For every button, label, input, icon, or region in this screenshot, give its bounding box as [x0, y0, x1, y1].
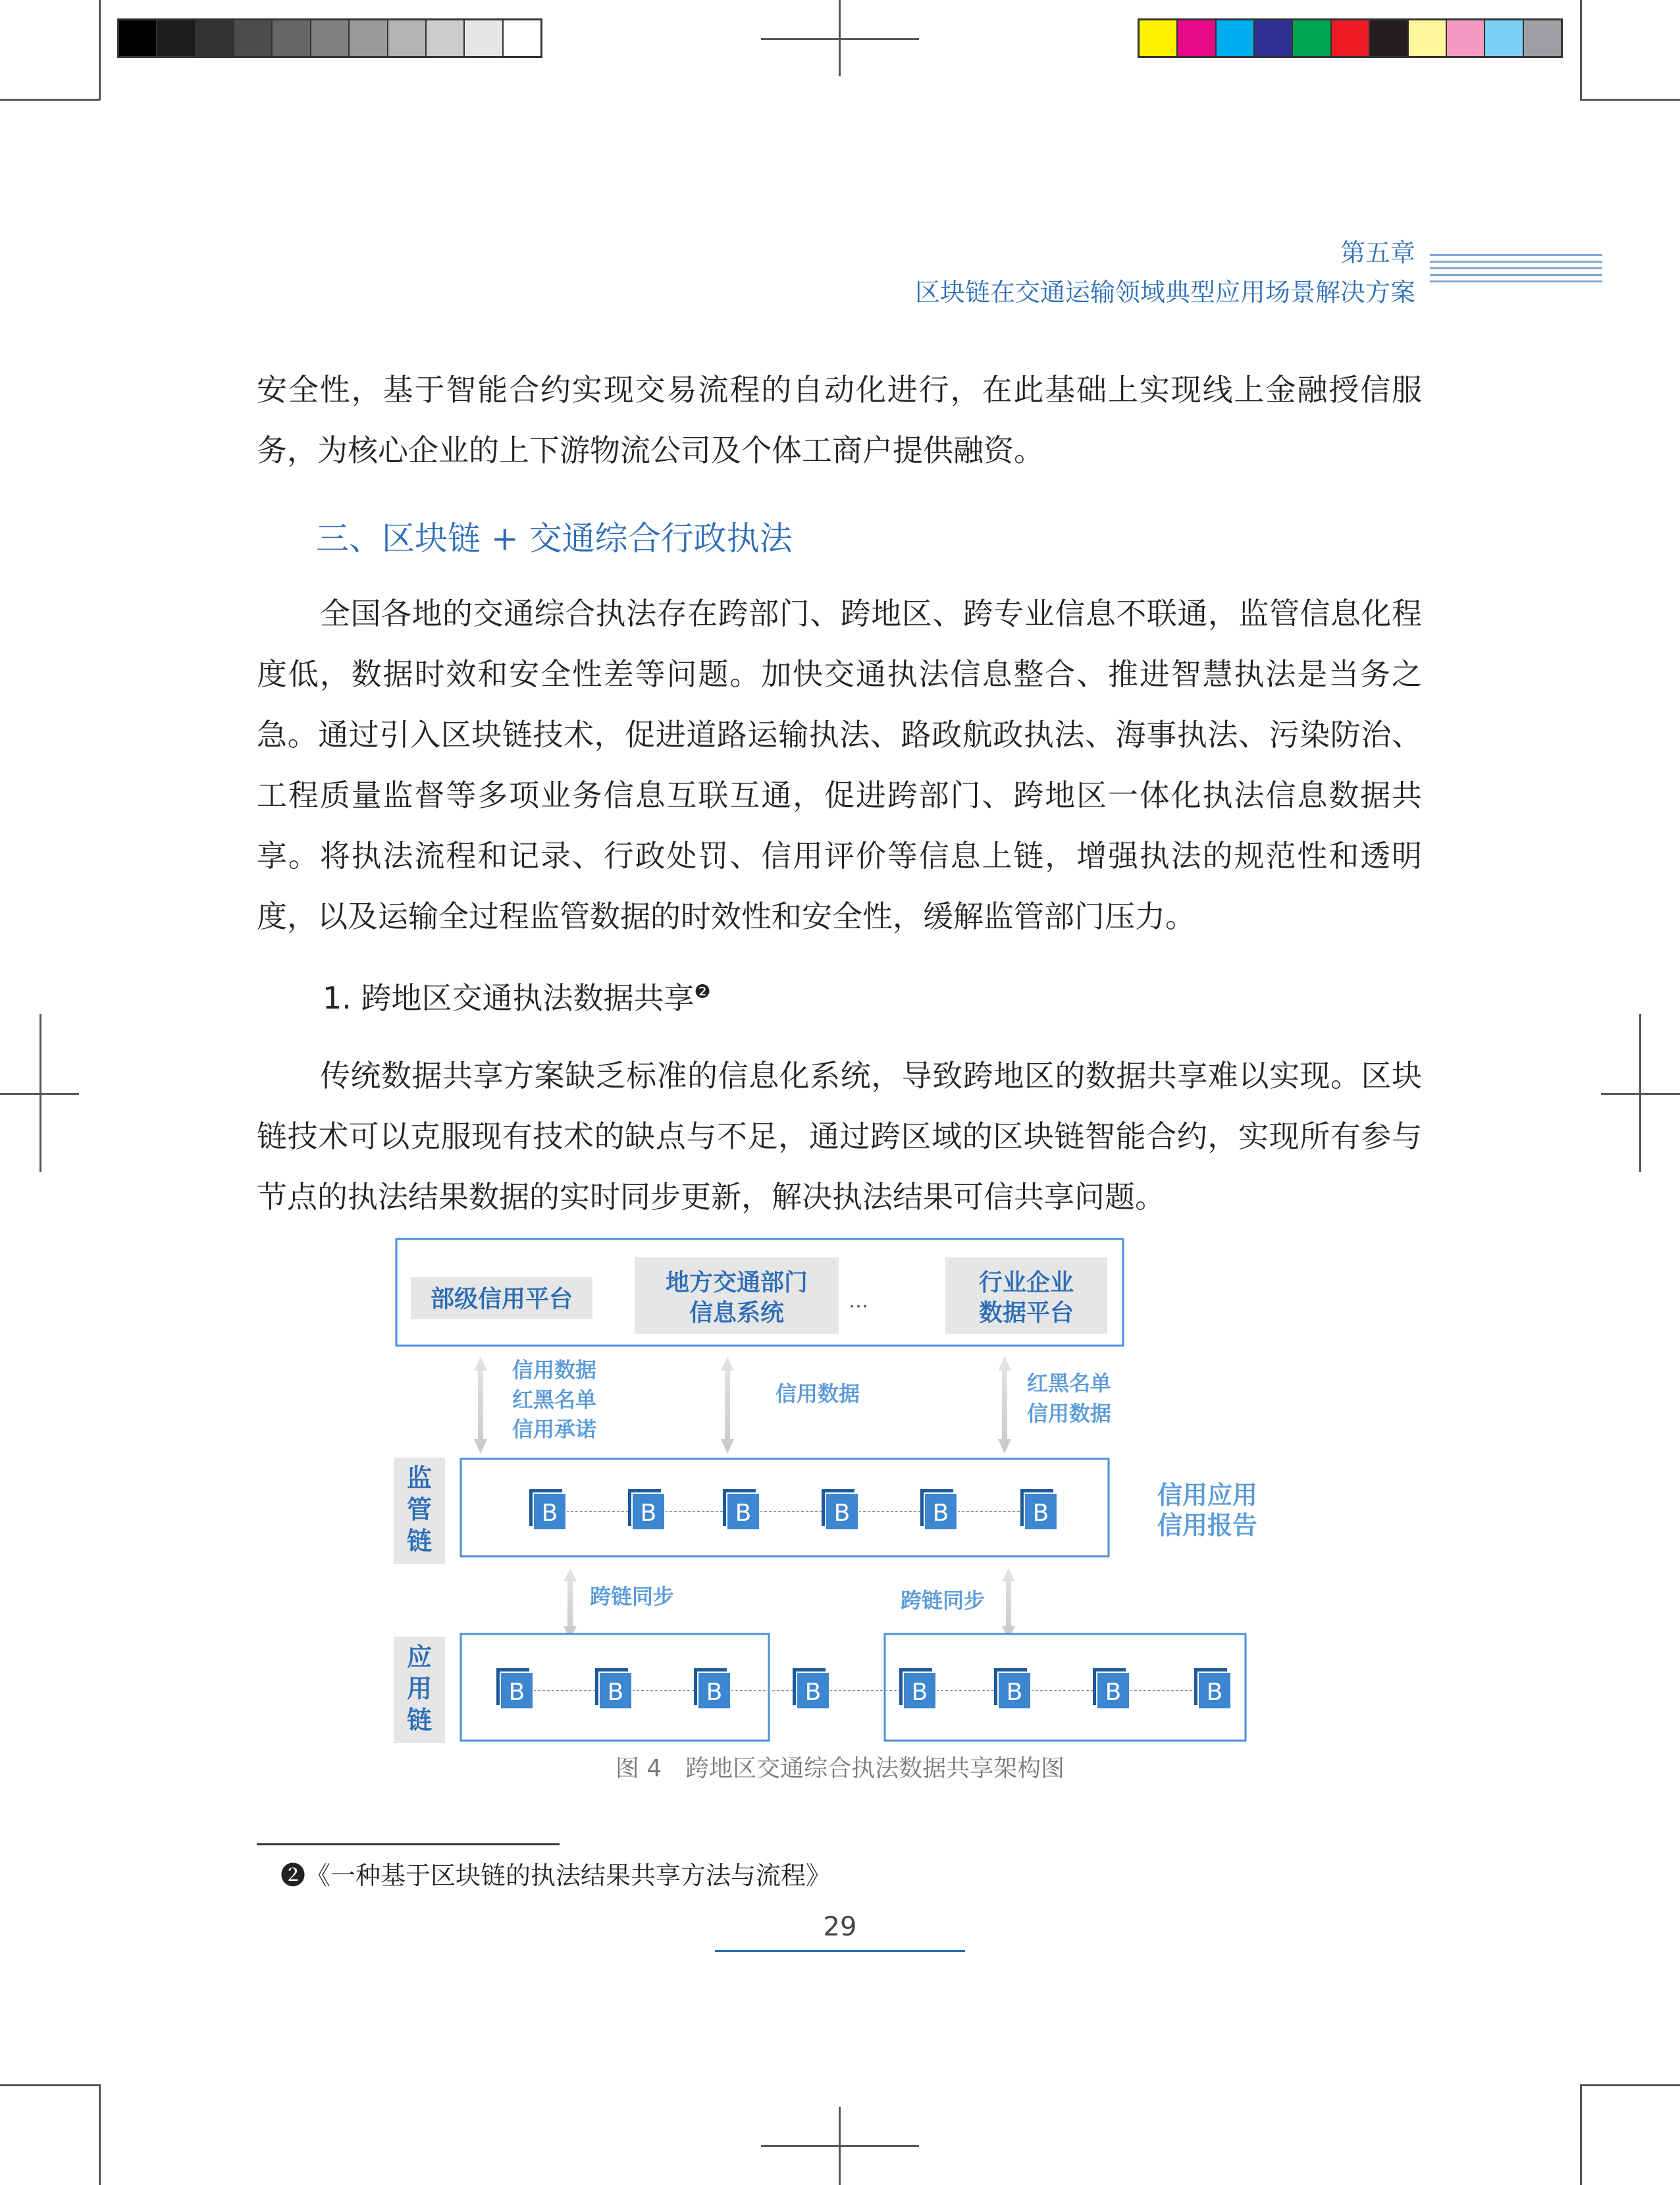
local-system-line-1: 地方交通部门	[665, 1269, 808, 1296]
flow-left-1: 信用数据	[512, 1357, 597, 1382]
crop-mark	[761, 38, 919, 40]
architecture-diagram	[369, 1231, 1264, 1751]
subheading	[323, 974, 711, 1018]
block-icon	[595, 1668, 632, 1709]
footnote-ref: ❷	[694, 980, 711, 1003]
block-letter: B	[804, 1679, 822, 1706]
gray-swatch	[350, 20, 388, 56]
gray-swatch	[311, 20, 350, 56]
gray-swatch	[388, 20, 427, 56]
paragraph-2: 全国各地的交通综合执法存在跨部门、跨地区、跨专业信息不联通，监管信息化程度低，数据时效和安全性差等问题。加快交通执法信息整合、推进智慧执法是当务之急。通过引入区块链技术，促进道路运输执法、路政航政执法、海事执法、污染防治、工程质量监督等多项业务信息互联互通，促进跨部门、跨地区一体化执法信息数据共享。将执法流程和记录、行政处罚、信用评价等信息上链，增强执法的规范性和透明度，以及运输全过程监管数据的时效性和安全性，缓解监管部门压力。	[257, 596, 1422, 934]
gray-swatch	[504, 20, 540, 56]
block-icon	[822, 1489, 858, 1530]
block-letter: B	[833, 1500, 851, 1527]
crop-mark	[99, 2084, 101, 2185]
block-letter: B	[508, 1679, 525, 1706]
sync-arrow-right	[1002, 1568, 1015, 1639]
block-icon	[1093, 1668, 1130, 1709]
block-letter: B	[735, 1500, 752, 1527]
app-chain-box-right-main-rect	[885, 1634, 1246, 1741]
section-heading: 三、区块链 + 交通综合行政执法	[316, 519, 793, 558]
gray-swatch	[427, 20, 465, 56]
color-swatch	[1255, 20, 1293, 56]
flow-left-3: 信用承诺	[512, 1417, 597, 1442]
app-chain-blocks	[496, 1668, 1231, 1709]
block-letter: B	[706, 1679, 723, 1706]
gray-swatch	[196, 20, 234, 56]
color-swatch	[1524, 20, 1561, 56]
header-rule-lines	[1430, 254, 1602, 287]
industry-line-2: 数据平台	[978, 1300, 1074, 1327]
color-calibration-bar	[1138, 18, 1563, 58]
block-letter: B	[1105, 1679, 1122, 1706]
supervise-label-1: 监	[406, 1463, 433, 1492]
side-label-2: 信用报告	[1157, 1511, 1258, 1540]
gray-swatch	[234, 20, 273, 56]
crop-mark	[761, 2145, 919, 2147]
sync-arrow-left	[564, 1568, 577, 1639]
color-swatch	[1178, 20, 1216, 56]
flow-arrow-left	[474, 1356, 487, 1454]
sync-right-label: 跨链同步	[900, 1588, 985, 1613]
gray-swatch	[119, 20, 157, 56]
side-label-1: 信用应用	[1157, 1481, 1258, 1510]
crop-mark	[0, 99, 100, 101]
footnote	[280, 1855, 831, 1891]
block-icon	[694, 1668, 731, 1709]
block-icon	[899, 1668, 936, 1709]
color-swatch	[1217, 20, 1255, 56]
block-icon	[1020, 1489, 1057, 1530]
color-swatch	[1447, 20, 1485, 56]
crop-mark	[1580, 0, 1582, 100]
block-icon	[920, 1489, 957, 1530]
gray-swatch	[465, 20, 503, 56]
app-label-3: 链	[406, 1706, 433, 1735]
paragraph-3: 传统数据共享方案缺乏标准的信息化系统，导致跨地区的数据共享难以实现。区块链技术可以克服现有技术的缺点与不足，通过跨区域的区块链智能合约，实现所有参与节点的执法结果数据的实时同步更新，解决执法结果可信共享问题。	[257, 1058, 1422, 1215]
block-icon	[723, 1489, 760, 1530]
chapter-label: 第五章	[1340, 238, 1415, 267]
industry-line-1: 行业企业	[978, 1269, 1074, 1296]
flow-left-2: 红黑名单	[512, 1387, 597, 1412]
crop-mark	[1580, 2084, 1582, 2185]
local-system-line-2: 信息系统	[689, 1300, 785, 1327]
figure-caption: 图 4 跨地区交通综合执法数据共享架构图	[615, 1755, 1065, 1782]
ellipsis: …	[849, 1290, 868, 1313]
flow-arrow-middle	[721, 1356, 734, 1454]
app-label-1: 应	[406, 1643, 433, 1672]
gray-swatch	[157, 20, 196, 56]
subheading-text: 1. 跨地区交通执法数据共享	[323, 980, 695, 1016]
footnote-rule	[257, 1843, 560, 1845]
flow-right-2: 信用数据	[1026, 1401, 1112, 1426]
block-icon	[496, 1668, 533, 1709]
block-icon	[1194, 1668, 1231, 1709]
platform-label: 部级信用平台	[430, 1286, 573, 1313]
flow-middle: 信用数据	[775, 1381, 860, 1406]
block-icon	[529, 1489, 566, 1530]
crop-mark	[1601, 1093, 1680, 1095]
block-icon	[793, 1668, 829, 1709]
block-icon	[628, 1489, 665, 1530]
block-letter: B	[1006, 1679, 1023, 1706]
supervise-label-2: 管	[406, 1495, 433, 1524]
color-swatch	[1485, 20, 1523, 56]
block-letter: B	[640, 1500, 657, 1527]
block-letter: B	[541, 1500, 558, 1527]
page-number-rule	[715, 1950, 965, 1952]
crop-mark	[1580, 2084, 1680, 2086]
block-icon	[994, 1668, 1031, 1709]
crop-mark	[0, 2084, 100, 2086]
grayscale-calibration-bar	[117, 18, 542, 58]
block-letter: B	[1032, 1500, 1049, 1527]
block-letter: B	[607, 1679, 624, 1706]
color-swatch	[1370, 20, 1408, 56]
block-letter: B	[911, 1679, 928, 1706]
crop-mark	[99, 0, 101, 100]
color-swatch	[1332, 20, 1370, 56]
block-letter: B	[932, 1500, 949, 1527]
color-swatch	[1293, 20, 1331, 56]
gray-swatch	[273, 20, 311, 56]
chapter-title: 区块链在交通运输领域典型应用场景解决方案	[914, 278, 1415, 307]
footnote-marker: ❷	[280, 1861, 306, 1890]
page-number: 29	[823, 1912, 857, 1942]
footnote-text: 《一种基于区块链的执法结果共享方法与流程》	[305, 1861, 831, 1890]
app-label-2: 用	[406, 1674, 433, 1703]
color-swatch	[1409, 20, 1447, 56]
crop-mark	[0, 1093, 79, 1095]
flow-arrow-right	[998, 1356, 1011, 1454]
supervise-label-3: 链	[406, 1527, 433, 1556]
flow-right-1: 红黑名单	[1026, 1371, 1112, 1396]
paragraph-1: 安全性，基于智能合约实现交易流程的自动化进行，在此基础上实现线上金融授信服务，为核心企业的上下游物流公司及个体工商户提供融资。	[257, 372, 1422, 468]
color-swatch	[1140, 20, 1178, 56]
crop-mark	[1580, 99, 1680, 101]
sync-left-label: 跨链同步	[589, 1584, 675, 1609]
block-letter: B	[1206, 1679, 1223, 1706]
